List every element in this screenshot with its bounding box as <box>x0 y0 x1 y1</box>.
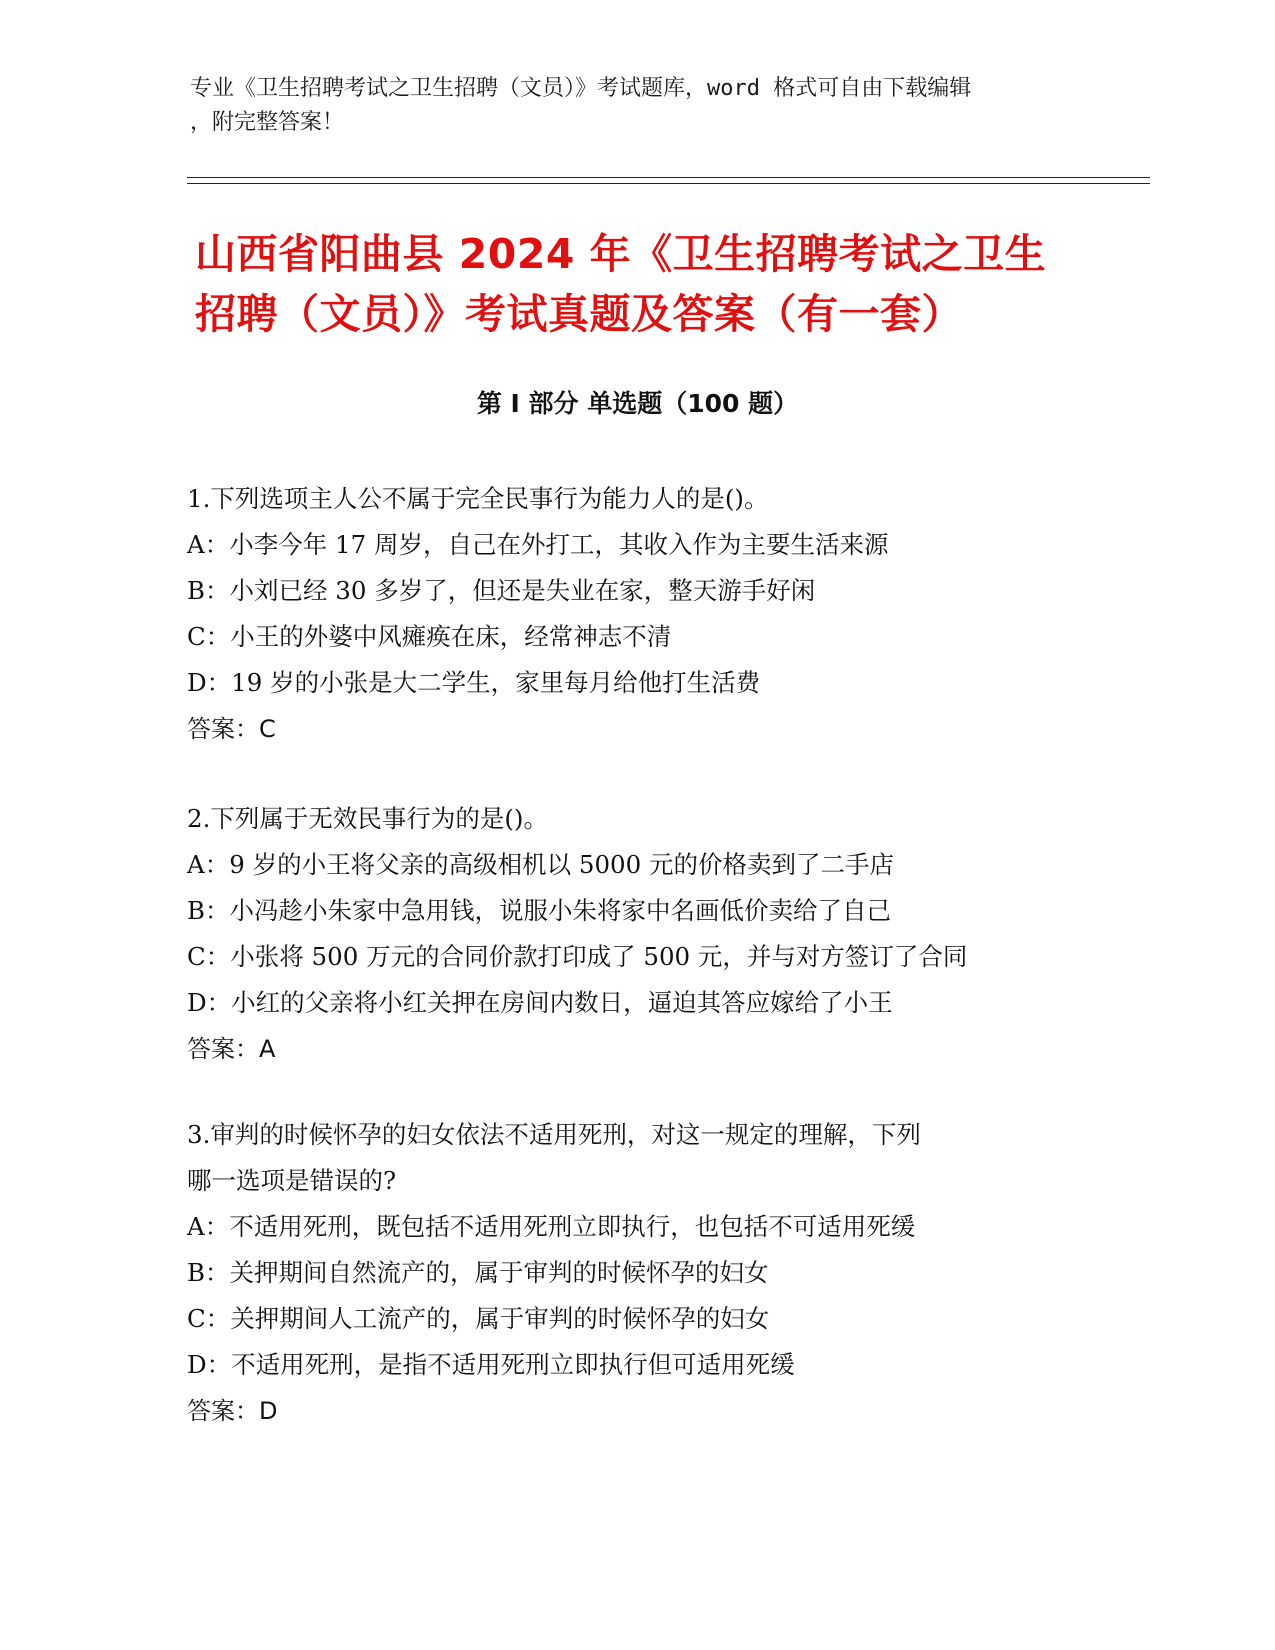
header-rule-bottom <box>187 183 1150 184</box>
question-stem-line-2: 哪一选项是错误的? <box>187 1166 397 1195</box>
document-title-line-2: 招聘（文员）》考试真题及答案（有一套） <box>195 290 963 338</box>
question-3 <box>187 1112 1087 1434</box>
header-rule-top <box>187 177 1150 178</box>
option-b: B：关押期间自然流产的，属于审判的时候怀孕的妇女 <box>187 1258 769 1287</box>
header-note-line-1: 专业《卫生招聘考试之卫生招聘（文员）》考试题库，word 格式可自由下载编辑 <box>190 76 972 101</box>
question-stem-line-1: 3.审判的时候怀孕的妇女依法不适用死刑，对这一规定的理解，下列 <box>187 1120 921 1149</box>
option-c: C：关押期间人工流产的，属于审判的时候怀孕的妇女 <box>187 1304 770 1333</box>
document-title <box>195 224 1115 344</box>
option-d: D：不适用死刑，是指不适用死刑立即执行但可适用死缓 <box>187 1350 795 1379</box>
option-a: A：小李今年 17 周岁，自己在外打工，其收入作为主要生活来源 <box>187 530 889 559</box>
answer: 答案：C <box>187 715 276 743</box>
option-d: D：19 岁的小张是大二学生，家里每月给他打生活费 <box>187 668 761 697</box>
question-2 <box>187 796 1087 1072</box>
option-c: C：小张将 500 万元的合同价款打印成了 500 元，并与对方签订了合同 <box>187 942 968 971</box>
answer: 答案：D <box>187 1397 278 1425</box>
option-a: A：9 岁的小王将父亲的高级相机以 5000 元的价格卖到了二手店 <box>187 850 894 879</box>
answer: 答案：A <box>187 1035 276 1063</box>
option-a: A：不适用死刑，既包括不适用死刑立即执行，也包括不可适用死缓 <box>187 1212 916 1241</box>
header-note-line-2: ，附完整答案！ <box>190 110 345 135</box>
question-stem: 2.下列属于无效民事行为的是()。 <box>187 804 548 833</box>
option-d: D：小红的父亲将小红关押在房间内数日，逼迫其答应嫁给了小王 <box>187 988 893 1017</box>
question-stem: 1.下列选项主人公不属于完全民事行为能力人的是()。 <box>187 484 769 513</box>
document-title-line-1: 山西省阳曲县 2024 年《卫生招聘考试之卫生 <box>195 230 1047 278</box>
header-note <box>190 72 1090 140</box>
section-title: 第 I 部分 单选题（100 题） <box>476 389 799 418</box>
question-1 <box>187 476 1087 752</box>
option-b: B：小刘已经 30 多岁了，但还是失业在家，整天游手好闲 <box>187 576 816 605</box>
option-c: C：小王的外婆中风瘫痪在床，经常神志不清 <box>187 622 672 651</box>
option-b: B：小冯趁小朱家中急用钱，说服小朱将家中名画低价卖给了自己 <box>187 896 892 925</box>
